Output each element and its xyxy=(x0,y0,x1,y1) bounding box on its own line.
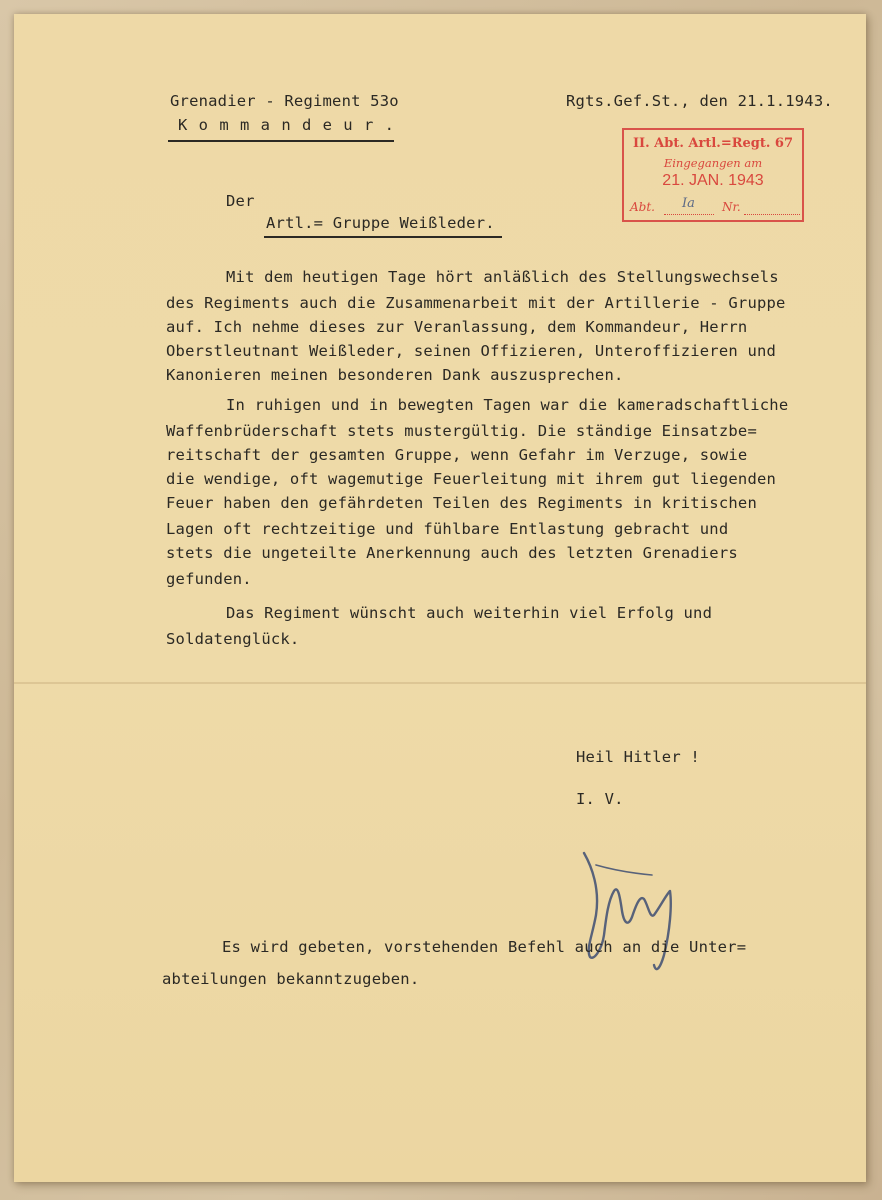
place-date: Rgts.Gef.St., den 21.1.1943. xyxy=(566,92,833,110)
body-line: Soldatenglück. xyxy=(166,630,300,648)
body-line: reitschaft der gesamten Gruppe, wenn Gefahr im Verzuge, sowie xyxy=(166,446,748,464)
body-line: Waffenbrüderschaft stets mustergültig. Die ständige Einsatzbe= xyxy=(166,422,757,440)
stamp-nr-label: Nr. xyxy=(722,200,741,214)
recipient-line-2: Artl.= Gruppe Weißleder. xyxy=(266,214,495,232)
stamp-abt-value: Ia xyxy=(682,196,695,211)
footer-line-1: Es wird gebeten, vorstehenden Befehl auch an die Unter= xyxy=(222,938,747,956)
body-line: Feuer haben den gefährdeten Teilen des Regiments in kritischen xyxy=(166,494,757,512)
body-line: Kanonieren meinen besonderen Dank auszusprechen. xyxy=(166,366,624,384)
stamp-abt-dotted-line xyxy=(664,214,714,215)
sender-line-1: Grenadier - Regiment 53o xyxy=(170,92,399,110)
paper-fold xyxy=(14,682,866,684)
sender-underline xyxy=(168,140,394,142)
sender-line-2: K o m m a n d e u r . xyxy=(178,116,395,134)
recipient-underline xyxy=(264,236,502,238)
body-line: In ruhigen und in bewegten Tagen war die kameradschaftliche xyxy=(226,396,789,414)
stamp-unit: II. Abt. Artl.=Regt. 67 xyxy=(632,136,794,151)
body-line: Mit dem heutigen Tage hört anläßlich des Stellungswechsels xyxy=(226,268,779,286)
body-line: Lagen oft rechtzeitige und fühlbare Entlastung gebracht und xyxy=(166,520,729,538)
closing-greeting: Heil Hitler ! xyxy=(576,748,700,766)
body-line: stets die ungeteilte Anerkennung auch des letzten Grenadiers xyxy=(166,544,738,562)
recipient-line-1: Der xyxy=(226,192,255,210)
body-line: Oberstleutnant Weißleder, seinen Offizieren, Unteroffizieren und xyxy=(166,342,777,360)
body-line: des Regiments auch die Zusammenarbeit mit der Artillerie - Gruppe xyxy=(166,294,786,312)
body-line: auf. Ich nehme dieses zur Veranlassung, dem Kommandeur, Herrn xyxy=(166,318,748,336)
stamp-nr-dotted-line xyxy=(744,214,800,215)
body-line: Das Regiment wünscht auch weiterhin viel Erfolg und xyxy=(226,604,713,622)
body-line: gefunden. xyxy=(166,570,252,588)
stamp-abt-label: Abt. xyxy=(630,200,655,214)
stamp-received: Eingegangen am xyxy=(663,156,763,170)
received-stamp xyxy=(622,128,804,222)
closing-iv: I. V. xyxy=(576,790,624,808)
stamp-date: 21. JAN. 1943 xyxy=(662,172,764,189)
footer-line-2: abteilungen bekanntzugeben. xyxy=(162,970,420,988)
body-line: die wendige, oft wagemutige Feuerleitung mit ihrem gut liegenden xyxy=(166,470,777,488)
